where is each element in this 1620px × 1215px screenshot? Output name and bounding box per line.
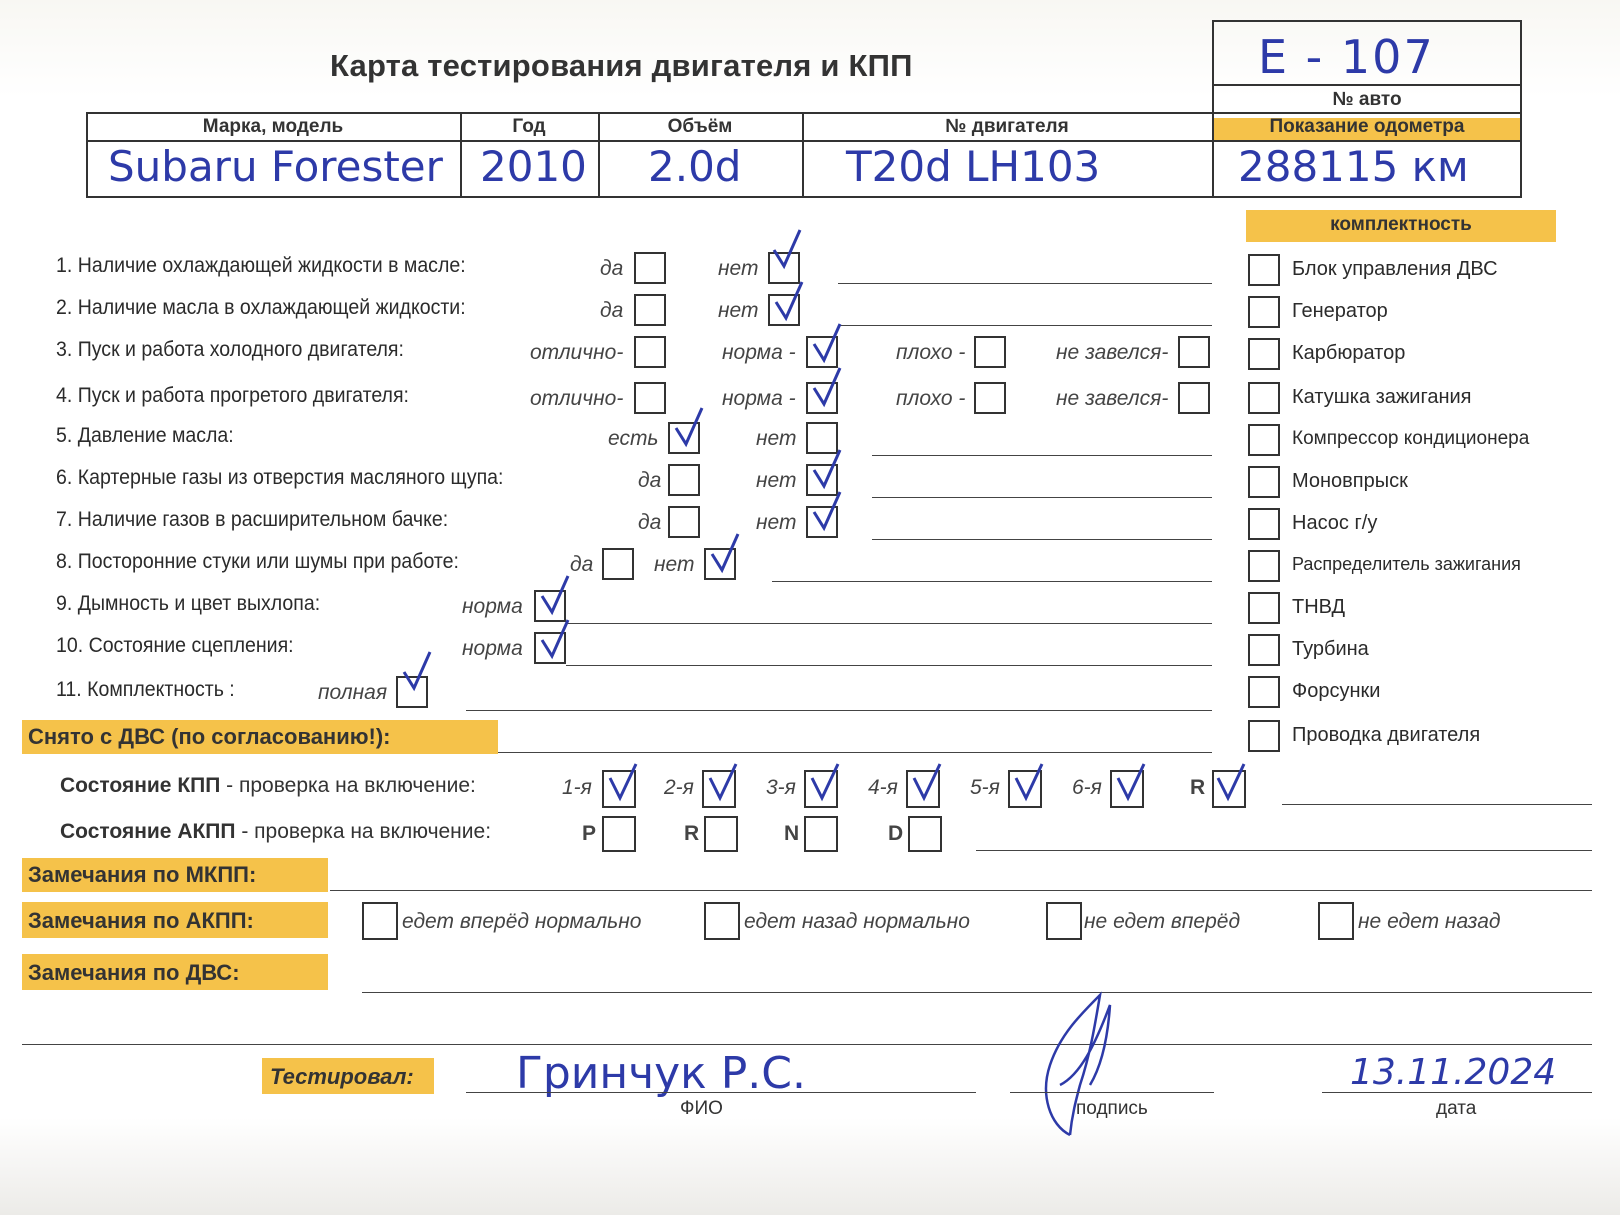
completeness-checkbox[interactable] (1248, 382, 1280, 414)
checkmark-icon (706, 760, 740, 804)
checkmark-icon (1012, 760, 1046, 804)
header-volume: Объём (667, 116, 733, 137)
checklist-item-2: 2. Наличие масла в охлаждающей жидкости: (56, 296, 466, 319)
checkmark-icon (772, 280, 806, 324)
remarks-mkpp-label: Замечания по МКПП: (28, 862, 257, 887)
checkmark-icon (810, 322, 844, 366)
checklist-item-11: 11. Комплектность : (56, 678, 235, 701)
signature-label: подпись (1076, 1098, 1148, 1119)
option-checkbox[interactable] (634, 336, 666, 368)
tester-name: Гринчук Р.С. (516, 1048, 806, 1099)
completeness-label: Проводка двигателя (1292, 724, 1481, 746)
checklist-item-3: 3. Пуск и работа холодного двигателя: (56, 338, 404, 361)
volume-value: 2.0d (648, 142, 742, 191)
gear-checkbox[interactable] (908, 816, 942, 852)
checklist-item-6: 6. Картерные газы из отверстия масляного щупа: (56, 466, 504, 489)
header-engine-no: № двигателя (945, 116, 1069, 137)
akpp-row-label: Состояние АКПП - проверка на включение: (60, 820, 492, 843)
completeness-label: ТНВД (1292, 596, 1346, 618)
checkmark-icon (810, 490, 844, 534)
checklist-item-4: 4. Пуск и работа прогретого двигателя: (56, 384, 409, 407)
completeness-checkbox[interactable] (1248, 676, 1280, 708)
completeness-checkbox[interactable] (1248, 254, 1280, 286)
year-value: 2010 (480, 142, 587, 191)
akpp-option-checkbox[interactable] (1046, 902, 1082, 940)
checkmark-icon (770, 228, 804, 272)
completeness-checkbox[interactable] (1248, 592, 1280, 624)
completeness-header: комплектность (1330, 214, 1472, 235)
test-card-page: Карта тестирования двигателя и КПП Е - 107 № авто Марка, модель Год Объём № двигателя Показание одометра Subaru Forester 2010 2.0d T20d LH103 288115 км комплектность Блок управления ДВС Генератор Карбюратор Катушка зажигания Компрессор кондиционера Моновпрыск Насос г/у Распределитель зажигания ТНВД Турбина Форсунки Проводка двигателя 1. Наличие охлаждающей жидкости в масле: да нет 2. Наличие масла в охлаждающей жидкости: да нет 3. Пуск и работа холодного двигателя: отлично- норма - плохо - не завелся- 4. Пуск и работа прогретого двигателя: отлично- норма - плохо - не завелся- 5. Давление масла: есть нет 6. Картерные газы из отверстия масляного щупа: да нет 7. Наличие газов в расширительном бачке: да нет 8. Посторонние стуки или шумы при работе: да нет 9. Дымность и цвет выхлопа: норма 10. Состояние сцепления: норма 11. Комплектность : полная Снято с ДВС (по согласованию!): Состояние КПП - проверка на включение: 1-я 2-я 3-я 4-я 5-я 6-я R Состояние АКПП - проверка на включение: P R N D Замечания по МКПП: Замечания по АКПП: едет вперёд нормально едет назад нормально не едет вперёд не едет назад Замечания по ДВС: Тестировал: Гринчук Р.С. ФИО подпись 13.11.2024 дата (0, 0, 1620, 1215)
header-brand: Марка, модель (202, 116, 344, 137)
checkmark-icon (810, 448, 844, 492)
completeness-checkbox[interactable] (1248, 338, 1280, 370)
completeness-label: Компрессор кондиционера (1292, 428, 1530, 449)
checklist-item-10: 10. Состояние сцепления: (56, 634, 294, 657)
auto-number-label: № авто (1332, 89, 1402, 110)
option-checkbox[interactable] (668, 464, 700, 496)
checkmark-icon (538, 618, 572, 662)
completeness-label: Блок управления ДВС (1292, 258, 1498, 280)
akpp-option-checkbox[interactable] (362, 902, 398, 940)
option-checkbox[interactable] (974, 336, 1006, 368)
completeness-label: Моновпрыск (1292, 470, 1408, 492)
completeness-checkbox[interactable] (1248, 720, 1280, 752)
checkmark-icon (672, 406, 706, 450)
checkmark-icon (808, 760, 842, 804)
completeness-label: Катушка зажигания (1292, 386, 1472, 408)
test-date: 13.11.2024 (1350, 1052, 1557, 1093)
removed-from-engine-label: Снято с ДВС (по согласованию!): (28, 724, 391, 749)
completeness-checkbox[interactable] (1248, 508, 1280, 540)
completeness-label: Карбюратор (1292, 342, 1406, 364)
checklist-item-1: 1. Наличие охлаждающей жидкости в масле: (56, 254, 466, 277)
gear-checkbox[interactable] (804, 816, 838, 852)
signature-image (1010, 985, 1150, 1145)
tested-by-label: Тестировал: (270, 1064, 414, 1089)
completeness-label: Турбина (1292, 638, 1369, 660)
checkmark-icon (606, 760, 640, 804)
completeness-checkbox[interactable] (1248, 296, 1280, 328)
date-label: дата (1436, 1098, 1477, 1119)
auto-number-value: Е - 107 (1258, 30, 1435, 84)
completeness-label: Форсунки (1292, 680, 1381, 702)
header-year: Год (512, 116, 546, 137)
kpp-row-label: Состояние КПП - проверка на включение: (60, 774, 476, 797)
option-checkbox[interactable] (602, 548, 634, 580)
option-checkbox[interactable] (634, 252, 666, 284)
remarks-dvs-label: Замечания по ДВС: (28, 960, 240, 985)
checkmark-icon (400, 650, 434, 694)
odometer-value: 288115 км (1238, 142, 1469, 191)
option-checkbox[interactable] (634, 294, 666, 326)
fio-label: ФИО (680, 1098, 723, 1119)
gear-checkbox[interactable] (602, 816, 636, 852)
page-title: Карта тестирования двигателя и КПП (330, 48, 913, 83)
checklist-item-8: 8. Посторонние стуки или шумы при работе: (56, 550, 459, 573)
checkmark-icon (1214, 760, 1248, 804)
akpp-option-checkbox[interactable] (1318, 902, 1354, 940)
completeness-label: Распределитель зажигания (1292, 554, 1521, 574)
option-checkbox[interactable] (1178, 336, 1210, 368)
brand-value: Subaru Forester (108, 142, 443, 191)
remarks-akpp-label: Замечания по АКПП: (28, 908, 254, 933)
checkmark-icon (910, 760, 944, 804)
gear-checkbox[interactable] (704, 816, 738, 852)
checkmark-icon (538, 574, 572, 618)
engine-no-value: T20d LH103 (846, 142, 1101, 191)
completeness-checkbox[interactable] (1248, 424, 1280, 456)
checkmark-icon (708, 532, 742, 576)
option-checkbox[interactable] (668, 506, 700, 538)
option-checkbox[interactable] (974, 382, 1006, 414)
option-checkbox[interactable] (1178, 382, 1210, 414)
checkmark-icon (1114, 760, 1148, 804)
option-checkbox[interactable] (634, 382, 666, 414)
header-odometer: Показание одометра (1269, 116, 1465, 137)
completeness-label: Насос г/у (1292, 512, 1378, 534)
completeness-checkbox[interactable] (1248, 634, 1280, 666)
completeness-checkbox[interactable] (1248, 550, 1280, 582)
checklist-item-5: 5. Давление масла: (56, 424, 234, 447)
checklist-item-9: 9. Дымность и цвет выхлопа: (56, 592, 321, 615)
akpp-option-checkbox[interactable] (704, 902, 740, 940)
completeness-checkbox[interactable] (1248, 466, 1280, 498)
checkmark-icon (810, 366, 844, 410)
completeness-label: Генератор (1292, 300, 1388, 322)
checklist-item-7: 7. Наличие газов в расширительном бачке: (56, 508, 449, 531)
